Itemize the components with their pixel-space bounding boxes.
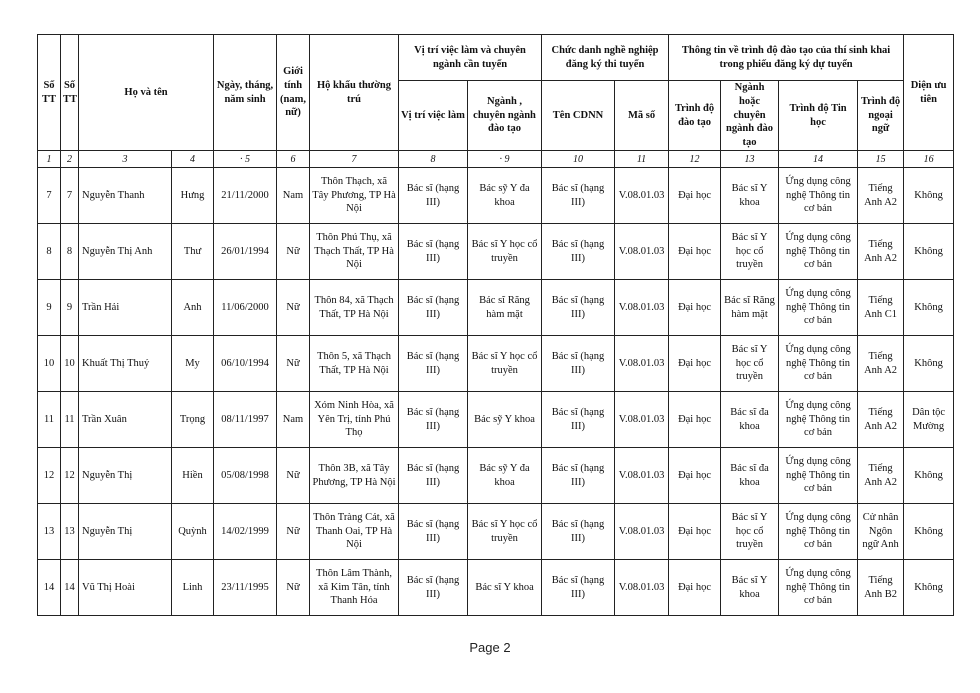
cell-stt-2: 10 (61, 336, 79, 392)
cell-title-name: Bác sĩ (hạng III) (542, 560, 615, 616)
candidate-table-container (37, 34, 953, 616)
cell-surname: Khuất Thị Thuý (79, 336, 172, 392)
cell-dob: 26/01/1994 (214, 224, 277, 280)
cell-address: Thôn Tràng Cát, xã Thanh Oai, TP Hà Nội (310, 504, 399, 560)
cell-surname: Nguyễn Thị Anh (79, 224, 172, 280)
cell-position: Bác sĩ (hạng III) (399, 224, 468, 280)
table-body (38, 168, 954, 616)
cell-given-name: Hiền (172, 448, 214, 504)
cell-surname: Nguyễn Thị (79, 504, 172, 560)
cell-title-name: Bác sĩ (hạng III) (542, 280, 615, 336)
cell-lang: Tiếng Anh A2 (858, 168, 904, 224)
header-position: Vị trí việc làm (399, 81, 468, 151)
cell-stt-2: 11 (61, 392, 79, 448)
cell-code: V.08.01.03 (615, 336, 669, 392)
header-dob: Ngày, tháng, năm sinh (214, 35, 277, 151)
cell-priority: Không (904, 504, 954, 560)
cell-it: Ứng dụng công nghệ Thông tin cơ bản (779, 224, 858, 280)
cell-edu: Đại học (669, 280, 721, 336)
cell-title-name: Bác sĩ (hạng III) (542, 224, 615, 280)
header-priority: Diện ưu tiên (904, 35, 954, 151)
cell-code: V.08.01.03 (615, 392, 669, 448)
table-row (38, 392, 954, 448)
cell-it: Ứng dụng công nghệ Thông tin cơ bản (779, 336, 858, 392)
column-number: 14 (779, 151, 858, 168)
cell-title-name: Bác sĩ (hạng III) (542, 336, 615, 392)
cell-priority: Không (904, 448, 954, 504)
table-row (38, 504, 954, 560)
cell-edu: Đại học (669, 560, 721, 616)
column-number: · 5 (214, 151, 277, 168)
cell-title-name: Bác sĩ (hạng III) (542, 392, 615, 448)
cell-stt-2: 8 (61, 224, 79, 280)
cell-edu-major: Bác sĩ Y học cổ truyền (721, 504, 779, 560)
cell-address: Thôn Lâm Thành, xã Kim Tân, tỉnh Thanh Hóa (310, 560, 399, 616)
header-edu: Trình độ đào tạo (669, 81, 721, 151)
cell-dob: 05/08/1998 (214, 448, 277, 504)
cell-code: V.08.01.03 (615, 168, 669, 224)
cell-priority: Dân tộc Mường (904, 392, 954, 448)
cell-edu: Đại học (669, 168, 721, 224)
table-row (38, 560, 954, 616)
cell-stt-2: 9 (61, 280, 79, 336)
header-address: Hộ khẩu thường trú (310, 35, 399, 151)
cell-priority: Không (904, 168, 954, 224)
column-number: 11 (615, 151, 669, 168)
cell-major: Bác sĩ Răng hàm mặt (468, 280, 542, 336)
header-edu-major: Ngành hoặc chuyên ngành đào tạo (721, 81, 779, 151)
cell-lang: Tiếng Anh C1 (858, 280, 904, 336)
cell-it: Ứng dụng công nghệ Thông tin cơ bản (779, 448, 858, 504)
cell-lang: Tiếng Anh A2 (858, 448, 904, 504)
cell-dob: 08/11/1997 (214, 392, 277, 448)
cell-gender: Nữ (277, 224, 310, 280)
cell-code: V.08.01.03 (615, 224, 669, 280)
cell-it: Ứng dụng công nghệ Thông tin cơ bản (779, 280, 858, 336)
cell-major: Bác sĩ Y khoa (468, 560, 542, 616)
cell-given-name: Anh (172, 280, 214, 336)
cell-surname: Trần Hải (79, 280, 172, 336)
cell-gender: Nữ (277, 448, 310, 504)
column-number: 16 (904, 151, 954, 168)
cell-title-name: Bác sĩ (hạng III) (542, 168, 615, 224)
cell-title-name: Bác sĩ (hạng III) (542, 448, 615, 504)
cell-gender: Nữ (277, 504, 310, 560)
table-header (38, 35, 954, 168)
cell-stt: 14 (38, 560, 61, 616)
cell-gender: Nam (277, 392, 310, 448)
cell-stt-2: 7 (61, 168, 79, 224)
cell-priority: Không (904, 280, 954, 336)
candidate-table (37, 34, 954, 616)
cell-gender: Nữ (277, 560, 310, 616)
cell-position: Bác sĩ (hạng III) (399, 280, 468, 336)
cell-gender: Nam (277, 168, 310, 224)
cell-lang: Cử nhân Ngôn ngữ Anh (858, 504, 904, 560)
cell-stt-2: 14 (61, 560, 79, 616)
column-number: 12 (669, 151, 721, 168)
cell-given-name: Thư (172, 224, 214, 280)
cell-major: Bác sĩ Y học cổ truyền (468, 336, 542, 392)
cell-surname: Vũ Thị Hoài (79, 560, 172, 616)
header-title-name: Tên CDNN (542, 81, 615, 151)
column-number: 8 (399, 151, 468, 168)
cell-address: Thôn Phú Thụ, xã Thạch Thất, TP Hà Nội (310, 224, 399, 280)
cell-address: Xóm Ninh Hòa, xã Yên Trị, tỉnh Phú Thọ (310, 392, 399, 448)
column-number: 13 (721, 151, 779, 168)
cell-edu-major: Bác sĩ đa khoa (721, 448, 779, 504)
cell-stt-2: 13 (61, 504, 79, 560)
cell-major: Bác sỹ Y khoa (468, 392, 542, 448)
cell-stt: 7 (38, 168, 61, 224)
cell-priority: Không (904, 336, 954, 392)
cell-title-name: Bác sĩ (hạng III) (542, 504, 615, 560)
header-group-position: Vị trí việc làm và chuyên ngành cần tuyển (399, 35, 542, 81)
cell-surname: Nguyễn Thị (79, 448, 172, 504)
column-number: · 9 (468, 151, 542, 168)
cell-gender: Nữ (277, 336, 310, 392)
header-major: Ngành , chuyên ngành đào tạo (468, 81, 542, 151)
cell-dob: 14/02/1999 (214, 504, 277, 560)
cell-code: V.08.01.03 (615, 560, 669, 616)
header-code: Mã số (615, 81, 669, 151)
cell-it: Ứng dụng công nghệ Thông tin cơ bản (779, 168, 858, 224)
cell-code: V.08.01.03 (615, 504, 669, 560)
cell-given-name: My (172, 336, 214, 392)
cell-lang: Tiếng Anh B2 (858, 560, 904, 616)
cell-edu-major: Bác sĩ Y khoa (721, 168, 779, 224)
cell-edu-major: Bác sĩ Y học cổ truyền (721, 336, 779, 392)
cell-it: Ứng dụng công nghệ Thông tin cơ bản (779, 560, 858, 616)
column-number: 15 (858, 151, 904, 168)
cell-edu-major: Bác sĩ đa khoa (721, 392, 779, 448)
column-number-row (38, 151, 954, 168)
cell-stt: 9 (38, 280, 61, 336)
cell-surname: Nguyễn Thanh (79, 168, 172, 224)
cell-surname: Trần Xuân (79, 392, 172, 448)
cell-edu-major: Bác sĩ Răng hàm mặt (721, 280, 779, 336)
cell-edu: Đại học (669, 504, 721, 560)
table-row (38, 224, 954, 280)
cell-major: Bác sĩ Y học cổ truyền (468, 224, 542, 280)
cell-given-name: Linh (172, 560, 214, 616)
cell-edu: Đại học (669, 224, 721, 280)
column-number: 10 (542, 151, 615, 168)
table-row (38, 448, 954, 504)
cell-priority: Không (904, 560, 954, 616)
cell-dob: 11/06/2000 (214, 280, 277, 336)
cell-position: Bác sĩ (hạng III) (399, 560, 468, 616)
column-number: 4 (172, 151, 214, 168)
column-number: 6 (277, 151, 310, 168)
cell-position: Bác sĩ (hạng III) (399, 336, 468, 392)
cell-major: Bác sỹ Y đa khoa (468, 448, 542, 504)
header-it: Trình độ Tin học (779, 81, 858, 151)
header-lang: Trình độ ngoại ngữ (858, 81, 904, 151)
cell-lang: Tiếng Anh A2 (858, 392, 904, 448)
column-number: 3 (79, 151, 172, 168)
cell-lang: Tiếng Anh A2 (858, 336, 904, 392)
table-row (38, 280, 954, 336)
cell-address: Thôn 84, xã Thạch Thất, TP Hà Nội (310, 280, 399, 336)
cell-edu: Đại học (669, 336, 721, 392)
table-row (38, 336, 954, 392)
cell-edu: Đại học (669, 448, 721, 504)
column-number: 2 (61, 151, 79, 168)
cell-it: Ứng dụng công nghệ Thông tin cơ bản (779, 504, 858, 560)
page-number: Page 2 (469, 640, 511, 655)
header-gender: Giới tính (nam, nữ) (277, 35, 310, 151)
cell-code: V.08.01.03 (615, 448, 669, 504)
cell-stt: 13 (38, 504, 61, 560)
cell-gender: Nữ (277, 280, 310, 336)
cell-stt: 10 (38, 336, 61, 392)
table-row (38, 168, 954, 224)
header-name: Họ và tên (79, 35, 214, 151)
cell-stt-2: 12 (61, 448, 79, 504)
cell-major: Bác sĩ Y học cổ truyền (468, 504, 542, 560)
cell-position: Bác sĩ (hạng III) (399, 392, 468, 448)
cell-position: Bác sĩ (hạng III) (399, 448, 468, 504)
cell-it: Ứng dụng công nghệ Thông tin cơ bản (779, 392, 858, 448)
cell-address: Thôn 5, xã Thạch Thất, TP Hà Nội (310, 336, 399, 392)
header-stt: Số TT (38, 35, 61, 151)
header-stt-2: Số TT (61, 35, 79, 151)
cell-position: Bác sĩ (hạng III) (399, 504, 468, 560)
cell-edu-major: Bác sĩ Y học cổ truyền (721, 224, 779, 280)
cell-given-name: Trọng (172, 392, 214, 448)
cell-dob: 21/11/2000 (214, 168, 277, 224)
cell-stt: 11 (38, 392, 61, 448)
column-number: 7 (310, 151, 399, 168)
cell-code: V.08.01.03 (615, 280, 669, 336)
cell-dob: 23/11/1995 (214, 560, 277, 616)
cell-given-name: Quỳnh (172, 504, 214, 560)
cell-major: Bác sỹ Y đa khoa (468, 168, 542, 224)
cell-stt: 12 (38, 448, 61, 504)
cell-stt: 8 (38, 224, 61, 280)
cell-position: Bác sĩ (hạng III) (399, 168, 468, 224)
column-number: 1 (38, 151, 61, 168)
cell-address: Thôn 3B, xã Tây Phương, TP Hà Nội (310, 448, 399, 504)
header-group-training: Thông tin về trình độ đào tạo của thí sinh khai trong phiếu đăng ký dự tuyển (669, 35, 904, 81)
cell-edu-major: Bác sĩ Y khoa (721, 560, 779, 616)
cell-dob: 06/10/1994 (214, 336, 277, 392)
cell-given-name: Hưng (172, 168, 214, 224)
header-group-title: Chức danh nghề nghiệp đăng ký thi tuyển (542, 35, 669, 81)
cell-priority: Không (904, 224, 954, 280)
cell-lang: Tiếng Anh A2 (858, 224, 904, 280)
cell-address: Thôn Thạch, xã Tây Phương, TP Hà Nội (310, 168, 399, 224)
cell-edu: Đại học (669, 392, 721, 448)
